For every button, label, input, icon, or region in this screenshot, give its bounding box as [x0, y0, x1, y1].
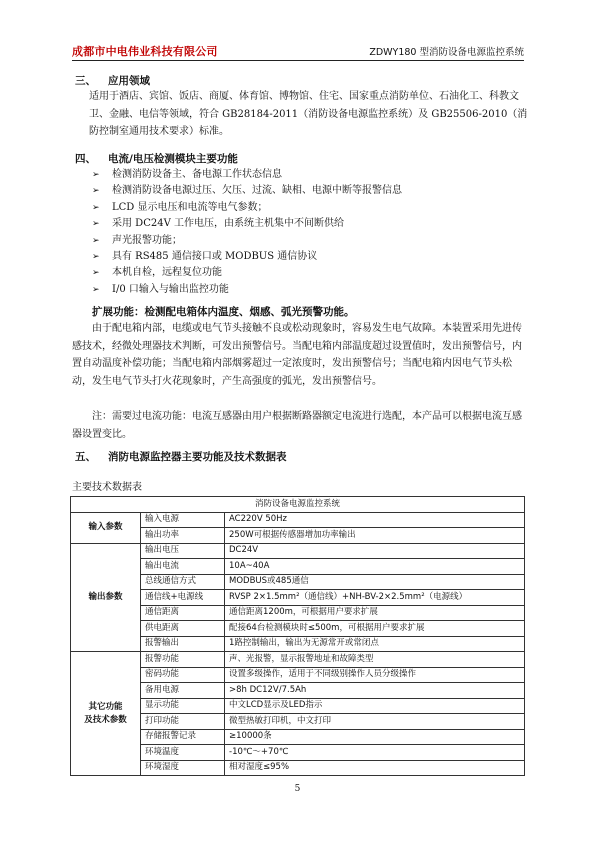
table-row	[71, 512, 525, 528]
table-caption: 主要技术数据表	[72, 482, 142, 493]
list-item: ➢ 检测消防设备电源过压、欠压、过流、缺相、电源中断等报警信息	[92, 183, 402, 199]
table-row	[71, 652, 525, 668]
param-value: 通信距离1200m，可根据用户要求扩展	[225, 605, 525, 621]
table-row	[71, 543, 525, 559]
section-4-number: 四、	[75, 153, 96, 165]
group-input: 输入参数	[71, 512, 141, 543]
param-name: 存储报警记录	[141, 729, 225, 745]
param-name: 环境温度	[141, 745, 225, 761]
param-value: RVSP 2×1.5mm²（通信线）+NH-BV-2×2.5mm²（电源线）	[225, 590, 525, 606]
table-title-row	[71, 497, 525, 513]
section-3-heading	[75, 73, 150, 88]
extension-function-heading: 扩展功能：检测配电箱体内温度、烟感、弧光预警功能。	[92, 306, 355, 318]
list-item: ➢ 检测消防设备主、备电源工作状态信息	[92, 167, 402, 183]
param-value: 250W可根据传感器增加功率输出	[225, 528, 525, 544]
extension-paragraph: 由于配电箱内部，电缆或电气节头接触不良或松动现象时，容易发生电气故障。本装置采用先进传感技术，经微处理器技术判断，可发出预警信号。当配电箱内部温度超过设置值时，发出预警信号，内置自动温度补偿功能；当配电箱内部烟雾超过一定浓度时，发出预警信号；当配电箱内因电气节头松动，发生电气节头打火花现象时，产生高强度的弧光，发出预警信号。	[72, 323, 522, 387]
list-item: ➢ I/0 口输入与输出监控功能	[92, 282, 402, 298]
param-name: 供电距离	[141, 621, 225, 637]
arrow-bullet-icon: ➢	[92, 202, 100, 213]
param-name: 备用电源	[141, 683, 225, 699]
page-number: 5	[294, 784, 301, 794]
list-item: ➢ 声光报警功能；	[92, 233, 402, 249]
param-value: 1路控制输出，输出为无源常开或常闭点	[225, 636, 525, 652]
group-output: 输出参数	[71, 543, 141, 652]
section-5-title: 消防电源监控器主要功能及技术数据表	[108, 451, 287, 463]
function-list	[92, 167, 402, 298]
param-value: MODBUS或485通信	[225, 574, 525, 590]
arrow-bullet-icon: ➢	[92, 186, 100, 197]
param-name: 输出电流	[141, 559, 225, 575]
section-3-number: 三、	[75, 75, 96, 87]
param-value: 配接64台检测模块时≤500m，可根据用户要求扩展	[225, 621, 525, 637]
group-other-line-1: 其它功能	[88, 701, 123, 712]
header-divider	[72, 60, 524, 61]
section-3-body: 适用于酒店、宾馆、饭店、商厦、体育馆、博物馆、住宅、国家重点消防单位、石油化工、科教文卫、金融、电信等领域，符合 GB28184-2011（消防设备电源监控系统）及 GB25506-2010（消防控制室通用技术要求）标准。	[89, 91, 528, 137]
group-other-line-2: 及技术参数	[84, 714, 127, 725]
param-value: -10℃～+70℃	[225, 745, 525, 761]
arrow-bullet-icon: ➢	[92, 170, 100, 180]
arrow-bullet-icon: ➢	[92, 219, 100, 230]
section-3-title: 应用领域	[108, 75, 150, 87]
section-4-heading	[75, 151, 238, 166]
arrow-bullet-icon: ➢	[92, 284, 100, 295]
section-4-title: 电流/电压检测模块主要功能	[108, 153, 238, 165]
param-name: 输出电压	[141, 543, 225, 559]
section-5-heading	[75, 449, 287, 464]
param-name: 报警输出	[141, 636, 225, 652]
param-name: 密码功能	[141, 667, 225, 683]
param-value: 中文LCD显示及LED指示	[225, 698, 525, 714]
param-name: 输入电源	[141, 512, 225, 528]
param-name: 打印功能	[141, 714, 225, 730]
param-value: DC24V	[225, 543, 525, 559]
arrow-bullet-icon: ➢	[92, 252, 100, 263]
param-name: 显示功能	[141, 698, 225, 714]
spec-table	[70, 496, 525, 776]
note-paragraph: 注：需要过电流功能：电流互感器由用户根据断路器额定电流进行选配，本产品可以根据电流互感器设置变比。	[72, 411, 522, 440]
list-item: ➢ 具有 RS485 通信接口或 MODBUS 通信协议	[92, 249, 402, 265]
param-value: 相对湿度≤95%	[225, 760, 525, 776]
list-item: ➢ 采用 DC24V 工作电压，由系统主机集中不间断供给	[92, 216, 402, 232]
arrow-bullet-icon: ➢	[92, 268, 100, 279]
param-name: 输出功率	[141, 528, 225, 544]
param-value: 10A~40A	[225, 559, 525, 575]
arrow-bullet-icon: ➢	[92, 235, 100, 246]
param-value: >8h DC12V/7.5Ah	[225, 683, 525, 699]
param-value: 微型热敏打印机，中文打印	[225, 714, 525, 730]
param-name: 环境湿度	[141, 760, 225, 776]
param-name: 总线通信方式	[141, 574, 225, 590]
list-item: ➢ 本机自检，远程复位功能	[92, 265, 402, 281]
list-item: ➢ LCD 显示电压和电流等电气参数；	[92, 200, 402, 216]
section-5-number: 五、	[75, 451, 96, 463]
table-title: 消防设备电源监控系统	[71, 497, 525, 513]
document-title: ZDWY180 型消防设备电源监控系统	[369, 47, 524, 58]
param-value: AC220V 50Hz	[225, 512, 525, 528]
param-value: 声、光报警，显示报警地址和故障类型	[225, 652, 525, 668]
param-name: 报警功能	[141, 652, 225, 668]
group-other	[71, 652, 141, 776]
param-name: 通信距离	[141, 605, 225, 621]
param-value: 设置多级操作，适用于不同级别操作人员分级操作	[225, 667, 525, 683]
param-name: 通信线+电源线	[141, 590, 225, 606]
param-value: ≥10000条	[225, 729, 525, 745]
company-name: 成都市中电伟业科技有限公司	[72, 45, 218, 58]
